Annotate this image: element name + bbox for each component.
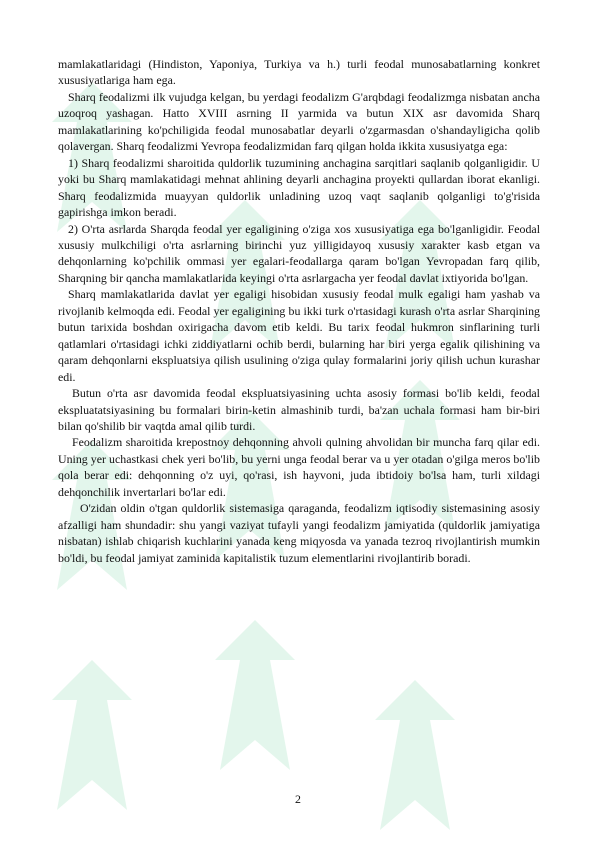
- watermark-leaf-icon: [215, 620, 295, 770]
- page-number: 2: [295, 792, 301, 806]
- paragraph: mamlakatlaridagi (Hindiston, Yaponiya, Turkiya va h.) turli feodal munosabatlarning konkret xususiyatlariga ham ega.: [58, 57, 540, 88]
- paragraph: 1) Sharq feodalizmi sharoitida quldorlik tuzumining anchagina sarqitlari saqlanib qolganligidir. U yoki bu Sharq mamlakatidagi mehnat ahlining deyarli anchagina proyekti qullardan iborat ekanligi. Sharq feodalizmida muayyan quldorlik unladining uzoq vaqt saqlanib qolganligi to'g'risida gapirishga imkon beradi.: [58, 155, 540, 220]
- paragraph: Butun o'rta asr davomida feodal ekspluatsiyasining uchta asosiy formasi bo'lib keldi, feodal ekspluatatsiyasining bu formalari birin-ketin almashinib turdi, ba'zan uchala formasi ham bir-biri bilan qo'shilib bir vaqtda amal qilib turdi.: [58, 386, 540, 433]
- paragraph: Feodalizm sharoitida krepostnoy dehqonning ahvoli qulning ahvolidan bir muncha farq qilar edi. Uning yer uchastkasi chek yeri bo'lib, bu yerni unga feodal berar va u yer otadan o'gilga meros bo'lib qola berar edi: dehqonning o'z uyi, qo'rasi, ish hayvoni, juda ibtidoiy bo'lsa ham, turli xildagi dehqonchilik invertarlari bo'lar edi.: [58, 435, 540, 499]
- paragraph: 2) O'rta asrlarda Sharqda feodal yer egaligining o'ziga xos xususiyatiga ega bo'lganligidir. Feodal xususiy mulkchiligi o'rta asrlarning birinchi yuz yilligidayoq xususiy xarakter kasb etgan va dehqonlarning ko'pchilik ommasi yer egalari-feodallarga qaram bo'lgan Yevropadan farq qilib, Sharqning bir qancha mamlakatlarida keyingi o'rta asrlargacha yer feodal davlat ixtiyorida bo'lgan.: [58, 221, 540, 285]
- watermark-leaf-icon: [52, 660, 132, 810]
- paragraph: Sharq mamlakatlarida davlat yer egaligi hisobidan xususiy feodal mulk egaligi ham yashab va rivojlanib kelmoqda edi. Feodal yer egaligining bu ikki turk o'rtasidagi kurash o'rta asrlar Sharqining butun tarixida boshdan oxirigacha davom etib keldi. Bu tarix feodal hukmron sinflarining turli qatlamlari o'rtasidagi ichki ziddiyatlarni ochib berdi, bularning har biri yerga egalik qilishining va qaram dehqonlarni ekspluatsiya qilish usulining o'ziga qulay formalarini joriy qilish uchun kurashar edi.: [58, 287, 540, 384]
- paragraph: Sharq feodalizmi ilk vujudga kelgan, bu yerdagi feodalizm G'arqbdagi feodalizmga nisbatan ancha uzoqroq yashagan. Hatto XVIII asrning II yarmida va butun XIX asr davomida Sharq mamlakatlarining ko'pchiligida feodal munosabatlar deyarli o'zgarmasdan o'shandayligicha qolib qolavergan. Sharq feodalizmi Yevropa feodalizmidan farq qilgan holda ikkita xususiyatga ega:: [58, 89, 540, 154]
- watermark-leaf-icon: [375, 680, 455, 830]
- body-text: [58, 56, 540, 566]
- paragraph: O'zidan oldin o'tgan quldorlik sistemasiga qaraganda, feodalizm iqtisodiy sistemasining asosiy afzalligi ham shundadir: shu yangi vaziyat tufayli yangi feodalizm jamiyatida (quldorlik jamiyatiga nisbatan) ishlab chiqarish kuchlarini yanada keng miqyosda va yanada tezroq rivojlantirish mumkin bo'ldi, bu feodal jamiyat zaminida kapitalistik tuzum elementlarini rivojlantirib boradi.: [58, 501, 540, 565]
